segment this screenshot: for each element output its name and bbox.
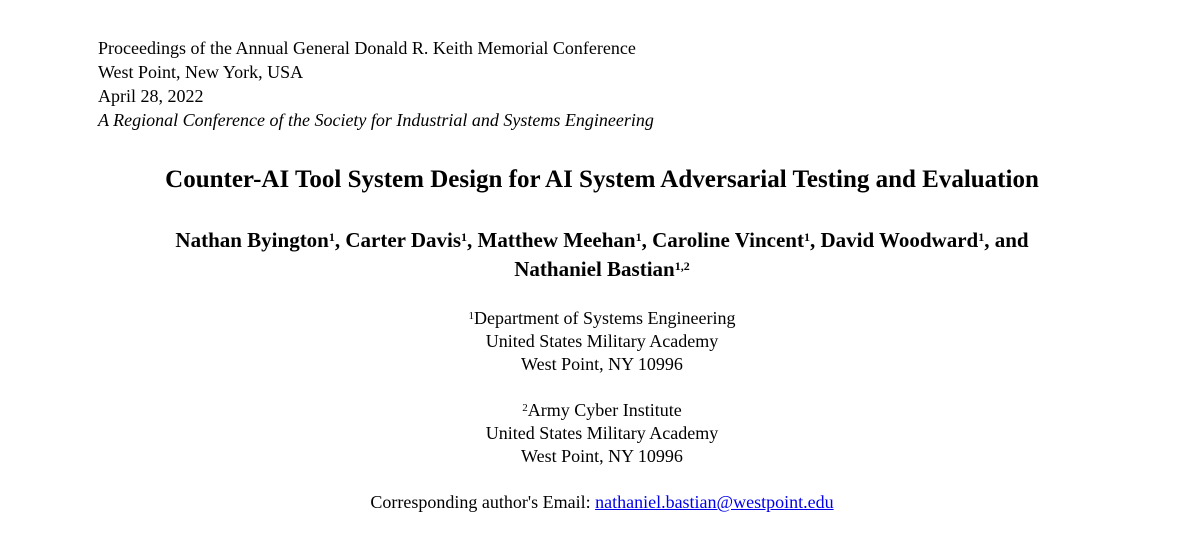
proceedings-name: Proceedings of the Annual General Donald R. Keith Memorial Conference	[98, 38, 636, 58]
affiliation-mark: 1	[468, 310, 475, 322]
email-link[interactable]: nathaniel.bastian@westpoint.edu	[595, 492, 834, 512]
affiliation-address: West Point, NY 10996	[521, 354, 683, 374]
paper-title: Counter-AI Tool System Design for AI System Adversarial Testing and Evaluation	[165, 166, 1039, 193]
affiliation-organization: United States Military Academy	[485, 331, 719, 351]
proceedings-location: West Point, New York, USA	[98, 62, 304, 82]
affiliation-2	[0, 399, 1204, 468]
author-affiliation-mark: 1	[978, 230, 985, 244]
affiliation-1	[0, 307, 1204, 376]
author-affiliation-mark: 1	[803, 230, 810, 244]
email-label: Corresponding author's Email:	[370, 492, 596, 512]
author-separator: ,	[334, 228, 346, 252]
author-affiliation-mark: 1,2	[674, 259, 690, 273]
affiliation-address: West Point, NY 10996	[521, 446, 683, 466]
author-separator: , and	[984, 228, 1029, 252]
author-affiliation-mark: 1	[461, 230, 468, 244]
author-name: David Woodward	[820, 228, 979, 252]
proceedings-subtitle: A Regional Conference of the Society for Industrial and Systems Engineering	[98, 110, 654, 130]
affiliation-department: Department of Systems Engineering	[474, 308, 736, 328]
author-affiliation-mark: 1	[328, 230, 335, 244]
affiliation-mark: 2	[522, 402, 528, 414]
author-line-1	[0, 226, 1204, 255]
corresponding-author	[0, 490, 1204, 514]
author-separator: ,	[641, 228, 653, 252]
affiliation-organization: United States Military Academy	[485, 423, 719, 443]
proceedings-header	[98, 36, 654, 132]
author-name: Carter Davis	[345, 228, 462, 252]
author-affiliation-mark: 1	[635, 230, 642, 244]
author-name: Caroline Vincent	[652, 228, 804, 252]
proceedings-date: April 28, 2022	[98, 86, 204, 106]
author-name: Nathan Byington	[175, 228, 329, 252]
author-name: Matthew Meehan	[477, 228, 636, 252]
author-name: Nathaniel Bastian	[514, 257, 675, 281]
author-list	[0, 226, 1204, 284]
author-separator: ,	[809, 228, 821, 252]
author-separator: ,	[467, 228, 478, 252]
affiliation-department: Army Cyber Institute	[527, 400, 682, 420]
author-line-2	[0, 255, 1204, 284]
